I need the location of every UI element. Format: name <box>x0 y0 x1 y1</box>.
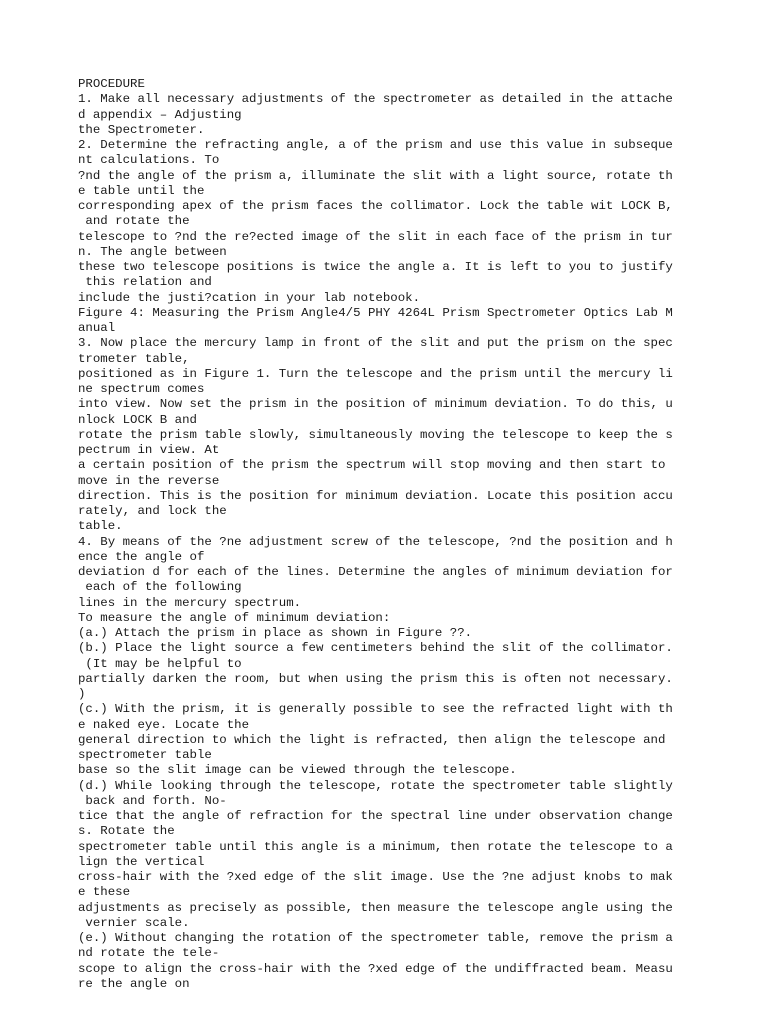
text-line: move in the reverse <box>78 473 220 488</box>
text-line: ?nd the angle of the prism a, illuminate the slit with a light source, rotate th <box>78 168 673 183</box>
text-line: telescope to ?nd the re?ected image of the slit in each face of the prism in tur <box>78 229 673 244</box>
text-line: positioned as in Figure 1. Turn the telescope and the prism until the mercury li <box>78 366 673 381</box>
text-line: anual <box>78 321 116 335</box>
text-line: d appendix – Adjusting <box>78 107 242 122</box>
text-line: e naked eye. Locate the <box>78 717 250 732</box>
document-text <box>78 77 698 992</box>
text-line: (b.) Place the light source a few centimeters behind the slit of the collimator. <box>78 641 673 656</box>
text-line: tice that the angle of refraction for the spectral line under observation change <box>78 809 673 823</box>
text-line: rately, and lock the <box>78 504 227 518</box>
text-line: scope to align the cross-hair with the ?xed edge of the undiffracted beam. Measu <box>78 961 673 976</box>
text-line: 2. Determine the refracting angle, a of the prism and use this value in subseque <box>78 138 673 152</box>
text-line: (a.) Attach the prism in place as shown in Figure ??. <box>78 626 473 640</box>
text-line: lines in the mercury spectrum. <box>78 595 302 610</box>
text-line: nlock LOCK B and <box>78 412 197 427</box>
text-line: a certain position of the prism the spectrum will stop moving and then start to <box>78 458 666 473</box>
text-line: and rotate the <box>78 214 190 229</box>
text-line: (c.) With the prism, it is generally possible to see the refracted light with th <box>78 702 673 717</box>
text-line: To measure the angle of minimum deviation: <box>78 610 391 625</box>
text-line: nt calculations. To <box>78 153 220 168</box>
text-line: vernier scale. <box>78 915 190 930</box>
text-line: nd rotate the tele- <box>78 946 220 961</box>
text-line: these two telescope positions is twice the angle a. It is left to you to justify <box>78 260 673 274</box>
text-line: (e.) Without changing the rotation of the spectrometer table, remove the prism a <box>78 931 673 945</box>
text-line: cross-hair with the ?xed edge of the slit image. Use the ?ne adjust knobs to mak <box>78 870 673 884</box>
text-line: PROCEDURE <box>78 77 145 91</box>
text-line: lign the vertical <box>78 854 205 869</box>
text-line: base so the slit image can be viewed through the telescope. <box>78 763 517 778</box>
text-line: pectrum in view. At <box>78 443 220 457</box>
text-line: (d.) While looking through the telescope, rotate the spectrometer table slightly <box>78 778 673 793</box>
text-line: adjustments as precisely as possible, then measure the telescope angle using the <box>78 900 673 915</box>
text-line: back and forth. No- <box>78 793 227 808</box>
text-line: ) <box>78 687 86 701</box>
text-line: rotate the prism table slowly, simultaneously moving the telescope to keep the s <box>78 427 673 442</box>
text-line: include the justi?cation in your lab notebook. <box>78 290 421 305</box>
text-line: 1. Make all necessary adjustments of the spectrometer as detailed in the attache <box>78 92 673 107</box>
text-line: deviation d for each of the lines. Determine the angles of minimum deviation for <box>78 565 673 579</box>
text-line: spectrometer table <box>78 748 212 762</box>
text-line: Figure 4: Measuring the Prism Angle4/5 PHY 4264L Prism Spectrometer Optics Lab M <box>78 305 673 320</box>
text-line: trometer table, <box>78 351 190 366</box>
text-line: e these <box>78 885 131 900</box>
text-line: general direction to which the light is refracted, then align the telescope and <box>78 732 666 747</box>
text-line: each of the following <box>78 580 242 595</box>
text-line: s. Rotate the <box>78 824 175 839</box>
text-line: (It may be helpful to <box>78 656 242 671</box>
text-line: corresponding apex of the prism faces the collimator. Lock the table wit LOCK B, <box>78 199 673 213</box>
text-line: partially darken the room, but when using the prism this is often not necessary. <box>78 671 673 686</box>
text-line: ne spectrum comes <box>78 382 205 396</box>
text-line: 3. Now place the mercury lamp in front of the slit and put the prism on the spec <box>78 336 673 351</box>
text-line: direction. This is the position for minimum deviation. Locate this position accu <box>78 488 673 503</box>
text-line: n. The angle between <box>78 244 227 259</box>
text-line: the Spectrometer. <box>78 122 205 137</box>
text-line: re the angle on <box>78 976 190 991</box>
text-line: spectrometer table until this angle is a minimum, then rotate the telescope to a <box>78 839 673 854</box>
text-line: table. <box>78 519 123 534</box>
text-line: 4. By means of the ?ne adjustment screw of the telescope, ?nd the position and h <box>78 534 673 549</box>
text-line: e table until the <box>78 183 205 198</box>
text-line: this relation and <box>78 275 212 290</box>
text-line: into view. Now set the prism in the position of minimum deviation. To do this, u <box>78 397 673 412</box>
text-line: ence the angle of <box>78 549 205 564</box>
